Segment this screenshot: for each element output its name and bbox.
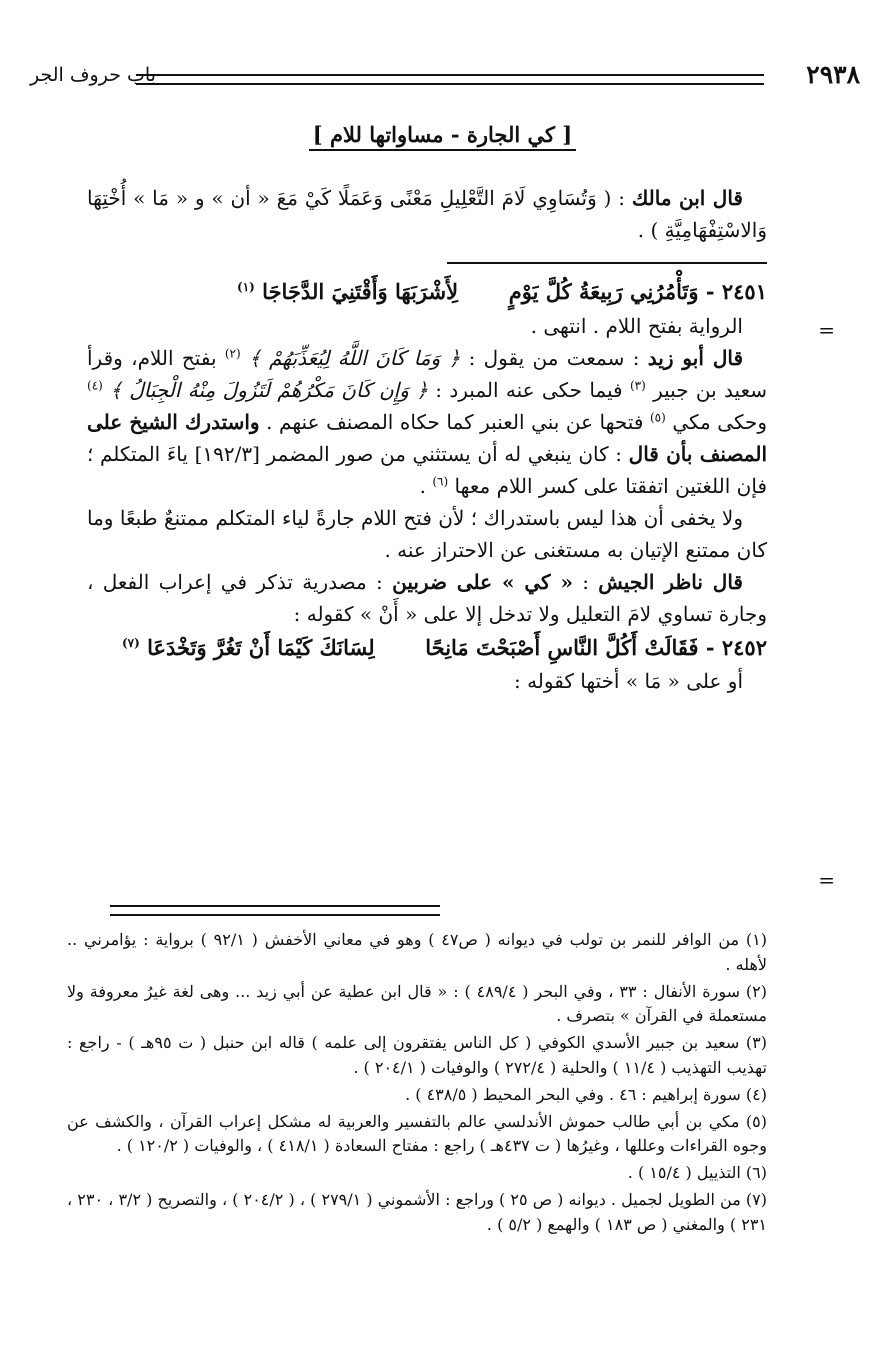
footnote-item: (٢) سورة الأنفال : ٣٣ ، وفي البحر ( ٤٨٩/٤ ) : « قال ابن عطية عن أبي زيد ... وهى لغة غيرُ معروفة ولا مستعملة في القرآن » بتصرف . — [67, 981, 767, 1026]
separator-rule — [447, 262, 767, 264]
running-header — [30, 60, 860, 94]
verse-hemistich-first: فَقَالَتْ أَكُلَّ النَّاسِ أَصْبَحْتَ مَانِحًا — [425, 634, 699, 660]
text-run: : كان ينبغي له أن يستثني من صور المضمر [١٩٢/٣] ياءَ المتكلم ؛ فإن اللغتين اتفقتا على كسر اللام معها — [87, 441, 767, 498]
footnote-ref: (٢) — [224, 346, 241, 361]
text-run: وحكى مكي — [672, 409, 768, 434]
text-run: : سمعت من يقول : — [468, 345, 640, 370]
verse-2452 — [87, 630, 767, 666]
verse-2451 — [87, 274, 767, 310]
verse-number: ٢٤٥١ - — [705, 279, 767, 304]
main-text — [87, 182, 767, 697]
riwaya-paragraph: الرواية بفتح اللام . انتهى . — [530, 313, 743, 338]
ibn-malik-paragraph — [87, 182, 767, 246]
quran-quote: ﴿ وَإِن كَانَ مَكْرُهُمْ لَتَزُولَ مِنْهُ الْجِبَالُ ﴾ — [110, 377, 428, 402]
footnote-ref: (١) — [237, 280, 255, 294]
footnote-item: (٣) سعيد بن جبير الأسدي الكوفي ( كل الناس يفتقرون إلى علمه ) قاله ابن حنبل ( ت ٩٥هـ ) - راجع : تهذيب التهذيب ( ١١/٤ ) والحلية ( ٢٧٢/٤ ) والوفيات ( ٢٠٤/١ ) . — [67, 1033, 767, 1077]
bold-phrase: واستدرك الشيخ على المصنف بأن قال — [87, 409, 767, 466]
verse-hemistich-second: لِأَشْرَبَهَا وَأَقْتَنِيَ الدَّجَاجَا — [262, 279, 459, 304]
alfiyya-quote: : ( وَتُسَاوِي لَامَ التَّعْلِيلِ مَعْنًى وَعَمَلًا كَيْ مَعَ « أن » و « مَا » أُخْتِهَا وَالاسْتِفْهَامِيَّةِ ) . — [87, 186, 767, 242]
footnote-item: (٤) سورة إبراهيم : ٤٦ . وفي البحر المحيط ( ٤٣٨/٥ ) . — [405, 1084, 767, 1104]
footnote-item: (٧) من الطويل لجميل . ديوانه ( ص ٢٥ ) وراجع : الأشموني ( ٢٧٩/١ ) ، ( ٢٠٤/٢ ) ، والتصريح ( ٣/٢ ، ٢٣٠ ، ٢٣١ ) والمغني ( ص ١٨٣ ) والهمع ( ٥/٢ ) . — [67, 1189, 767, 1234]
footnotes — [67, 928, 767, 1240]
footnote-ref: (٤) — [87, 378, 103, 393]
nazir-paragraph — [87, 566, 767, 630]
text-run: بفتح اللام، وقرأ سعيد بن جبير — [87, 345, 767, 402]
footnote-double-rule — [110, 905, 440, 916]
chapter-title: باب حروف الجر — [30, 64, 156, 86]
text-run: . — [419, 473, 426, 498]
abu-zayd-paragraph — [87, 342, 767, 502]
footnote-ref: (٥) — [649, 410, 666, 425]
istidrak-paragraph: ولا يخفى أن هذا ليس باستدراك ؛ لأن فتح اللام جارةً لياء المتكلم ممتنعٌ طبعًا وما كان ممتنع الإتيان به مستغنى عن الاحتراز عنه . — [87, 505, 767, 562]
section-title — [0, 122, 885, 151]
footnote-ref: (٣) — [629, 378, 646, 393]
verse-number: ٢٤٥٢ - — [705, 634, 767, 660]
header-double-rule — [136, 74, 764, 85]
footnote-ref: (٦) — [432, 474, 449, 489]
margin-mark: = — [818, 868, 835, 892]
footnote-item: (٦) التذييل ( ١٥/٤ ) . — [627, 1163, 767, 1183]
margin-mark: = — [818, 318, 835, 342]
footnote-item: (٥) مكي بن أبي طالب حموش الأندلسي عالم بالتفسير والعربية له مشكل إعراب القرآن ، والكشف عن وجوه القراءات وعللها ، وغيرُها ( ت ٤٣٧هـ ) راجع : مفتاح السعادة ( ٤١٨/١ ) ، والوفيات ( ١٢٠/٢ ) . — [67, 1111, 767, 1156]
speaker-ibn-malik: قال ابن مالك — [631, 186, 743, 210]
quran-quote: ﴿ وَمَا كَانَ اللَّهُ لِيُعَذِّبَهُمْ ﴾ — [249, 345, 461, 370]
speaker-nazir-aljaysh: قال ناظر الجيش — [598, 569, 743, 594]
footnote-item: (١) من الوافر للنمر بن تولب في ديوانه ( ص٤٧ ) وهو في معاني الأخفش ( ٩٢/١ ) برواية : يؤامرني .. لأهله . — [67, 930, 767, 974]
section-title-text: [ كي الجارة - مساواتها للام ] — [309, 122, 577, 151]
text-run: فيما حكى عنه المبرد : — [435, 377, 623, 402]
ma-paragraph: أو على « مَا » أختها كقوله : — [513, 669, 743, 694]
text-run: : — [582, 569, 589, 594]
bold-phrase: « كي » على ضربين — [392, 569, 573, 594]
text-run: : مصدرية تذكر في إعراب الفعل ، وجارة تساوي لامَ التعليل ولا تدخل إلا على « أَنْ » كقوله : — [87, 569, 767, 626]
page-number: ٢٩٣٨ — [806, 60, 860, 89]
text-run: فتحها عن بني العنبر كما حكاه المصنف عنهم . — [266, 409, 644, 434]
verse-hemistich-second: لِسَانَكَ كَيْمَا أَنْ تَغُرَّ وَتَخْدَعَا — [147, 634, 375, 660]
footnote-ref: (٧) — [121, 635, 140, 650]
verse-hemistich-first: وَتَأْمُرُنِي رَبِيعَةُ كُلَّ يَوْمٍ — [508, 279, 699, 304]
speaker-abu-zayd: قال أبو زيد — [647, 345, 744, 370]
